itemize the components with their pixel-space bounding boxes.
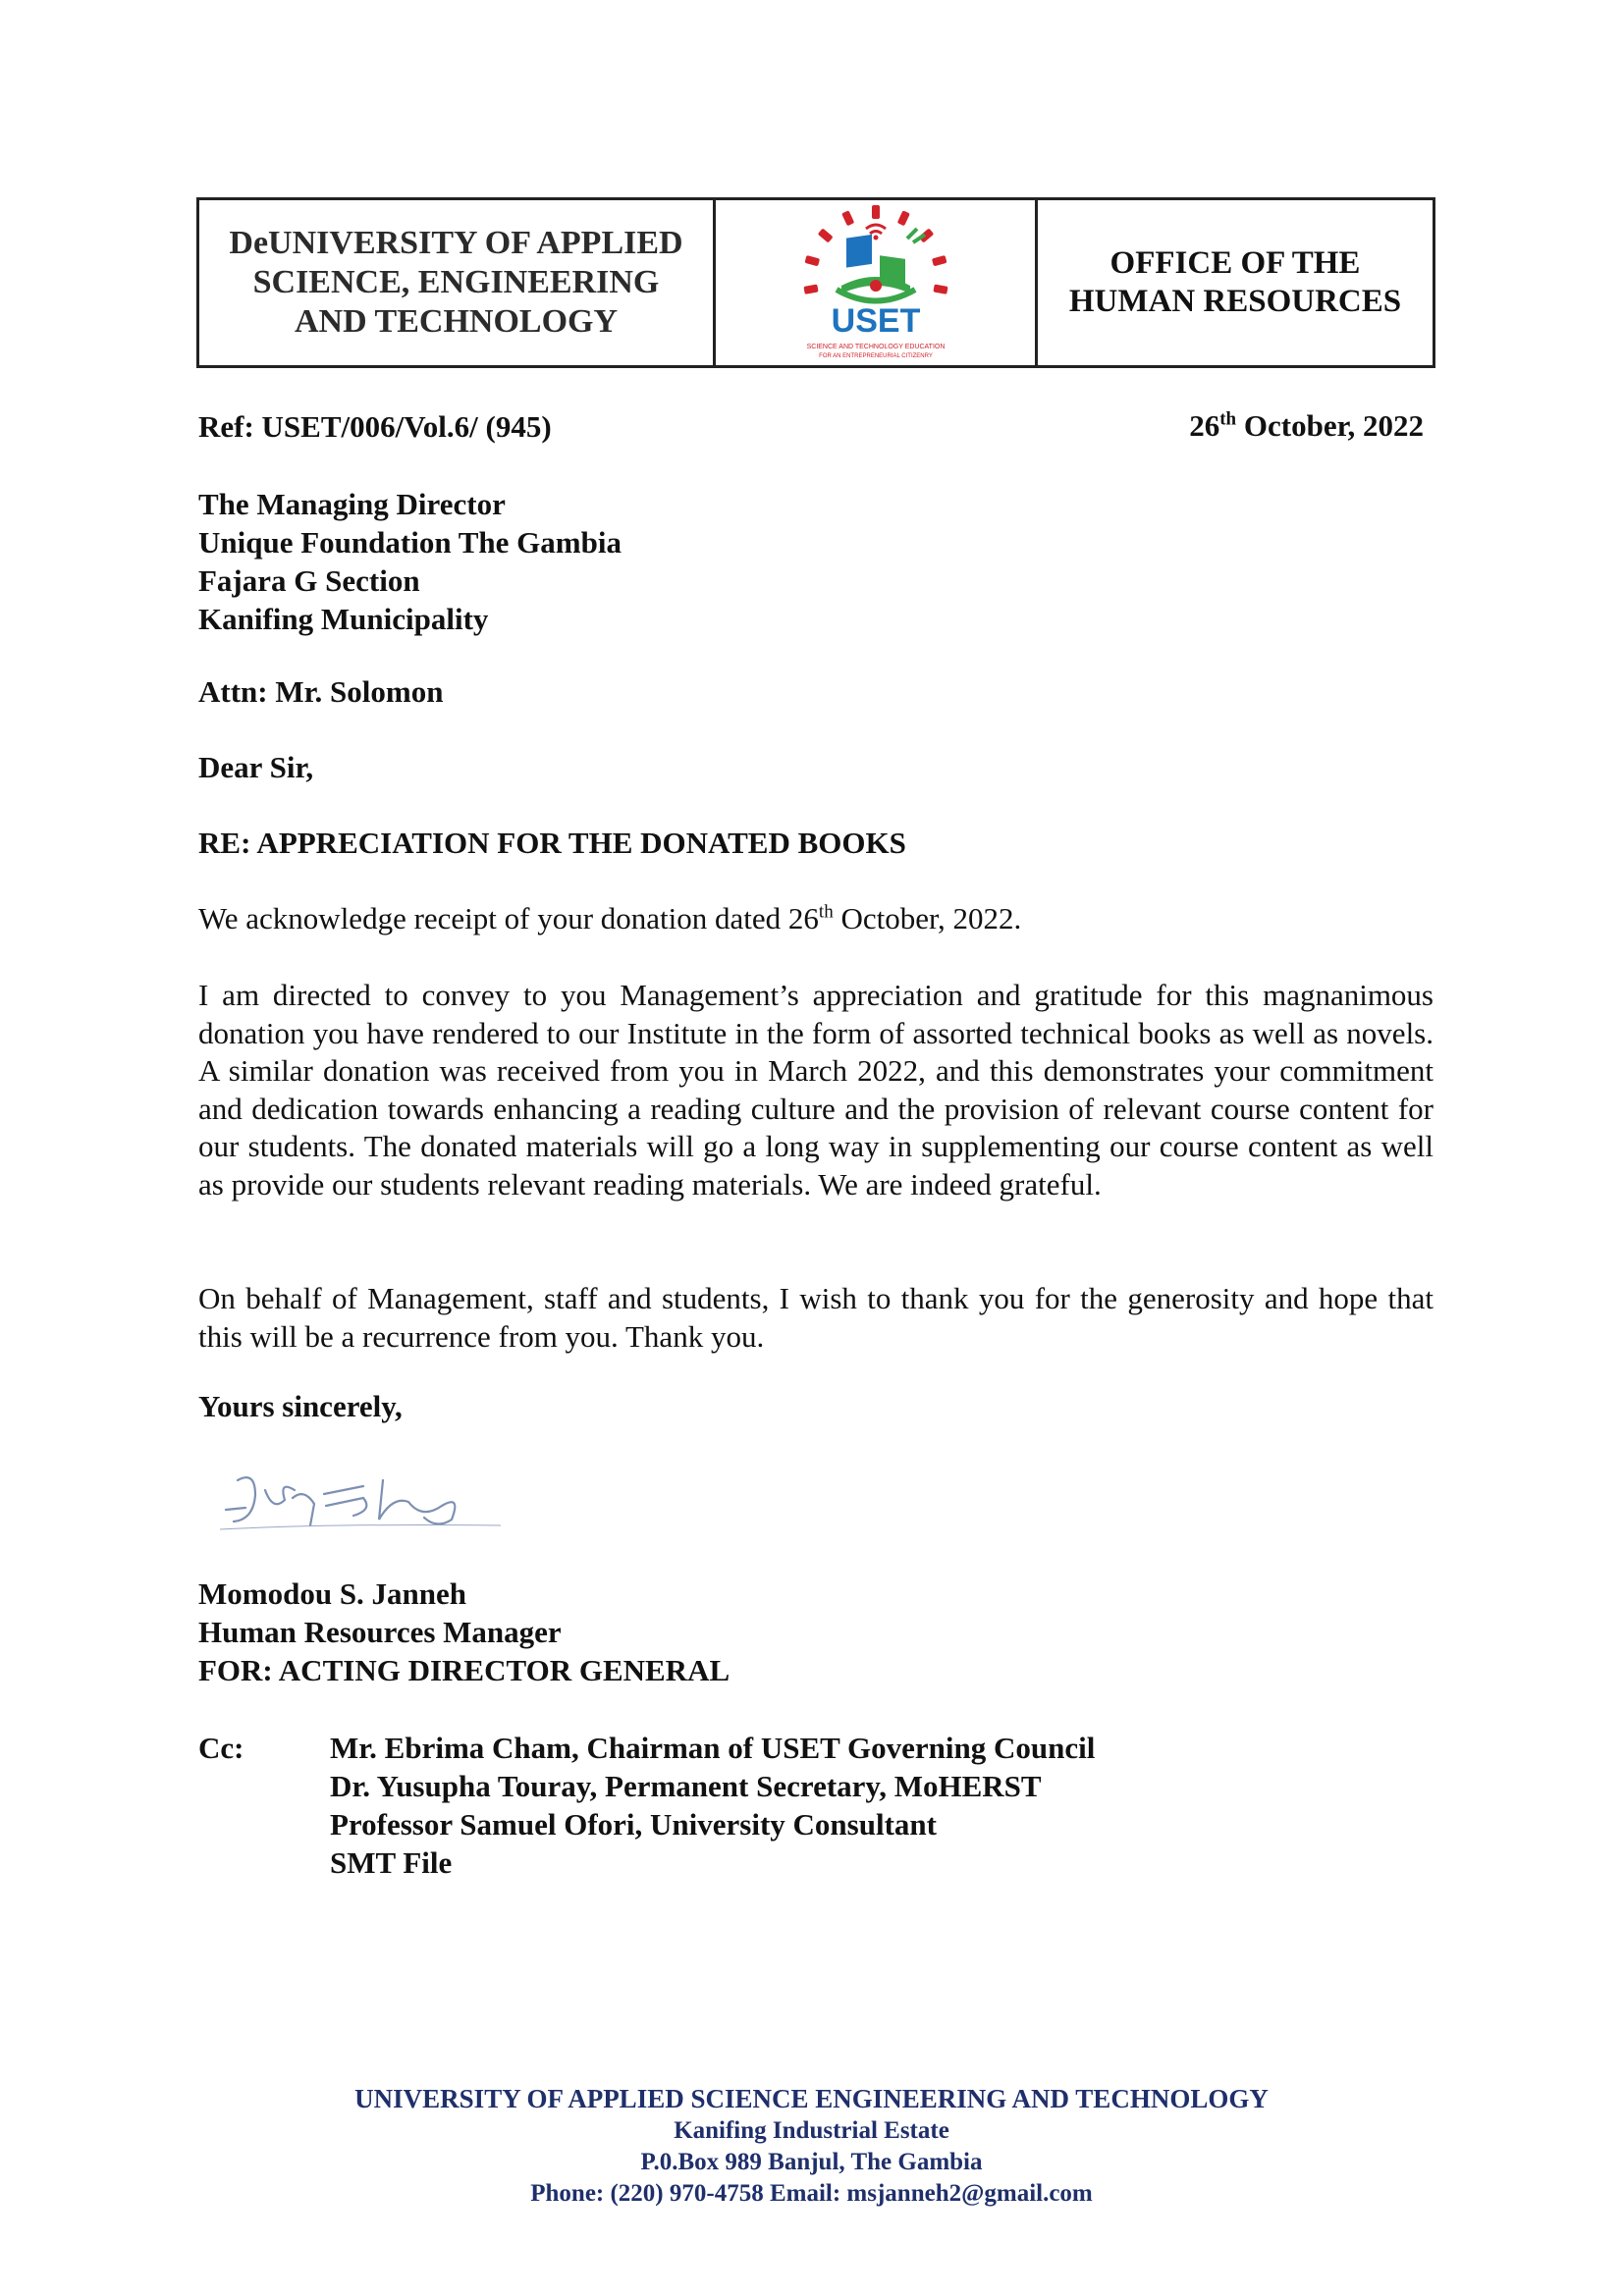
paragraph-acknowledgement: We acknowledge receipt of your donation dated 26th October, 2022.: [198, 901, 1022, 935]
signer-for: FOR: ACTING DIRECTOR GENERAL: [198, 1653, 730, 1687]
signer-name: Momodou S. Janneh: [198, 1576, 467, 1611]
letterhead-box: [196, 197, 1435, 368]
signer-title: Human Resources Manager: [198, 1615, 562, 1649]
cc-item: Mr. Ebrima Cham, Chairman of USET Governing Council: [330, 1731, 1096, 1765]
letter-date: 26th October, 2022: [1189, 408, 1424, 443]
recipient-line: Kanifing Municipality: [198, 602, 489, 636]
footer-po-box: P.0.Box 989 Banjul, The Gambia: [640, 2149, 983, 2175]
cc-list: [330, 1729, 1095, 1882]
university-name-line: SCIENCE, ENGINEERING: [252, 264, 660, 300]
logo-cell: [716, 200, 1038, 365]
footer-university: UNIVERSITY OF APPLIED SCIENCE ENGINEERING AND TECHNOLOGY: [354, 2084, 1269, 2113]
logo-tagline: SCIENCE AND TECHNOLOGY EDUCATION: [806, 344, 945, 350]
recipient-line: Fajara G Section: [198, 563, 420, 598]
reference-number: Ref: USET/006/Vol.6/ (945): [198, 409, 552, 444]
recipient-line: Unique Foundation The Gambia: [198, 525, 622, 560]
footer-address: Kanifing Industrial Estate: [674, 2117, 949, 2144]
cc-item: Professor Samuel Ofori, University Consultant: [330, 1807, 937, 1842]
logo-tagline: FOR AN ENTREPRENEURIAL CITIZENRY: [818, 353, 933, 359]
paragraph-thanks: On behalf of Management, staff and students, I wish to thank you for the generosity and hope that this will be a recurrence from you. Thank you.: [198, 1281, 1434, 1354]
recipient-address: [198, 485, 622, 638]
logo-text: USET: [831, 302, 920, 340]
uset-logo-icon: [787, 199, 964, 366]
office-name: [1038, 200, 1433, 365]
university-name-line: AND TECHNOLOGY: [294, 303, 619, 340]
letter-footer: [0, 2082, 1623, 2210]
signer-block: [198, 1575, 730, 1689]
footer-contact: Phone: (220) 970-4758 Email: msjanneh2@gmail.com: [530, 2180, 1093, 2207]
cc-item: SMT File: [330, 1845, 453, 1880]
office-name-line: HUMAN RESOURCES: [1068, 284, 1402, 319]
signature-icon: [216, 1451, 511, 1539]
subject-line: RE: APPRECIATION FOR THE DONATED BOOKS: [198, 826, 906, 860]
recipient-line: The Managing Director: [198, 487, 506, 521]
university-name: [199, 200, 716, 365]
cc-label: Cc:: [198, 1731, 244, 1765]
paragraph-appreciation: I am directed to convey to you Management’s appreciation and gratitude for this magnanimous donation you have rendered to our Institute in the form of assorted technical books as well as novels. A similar donation was received from you in March 2022, and this demonstrates your commitment and dedication towards enhancing a reading culture and the provision of relevant course content for our students. The donated materials will go a long way in supplementing our course content as well as provide our students relevant reading materials. We are indeed grateful.: [198, 978, 1434, 1201]
office-name-line: OFFICE OF THE: [1109, 245, 1361, 281]
attention-line: Attn: Mr. Solomon: [198, 674, 444, 709]
salutation: Dear Sir,: [198, 750, 314, 784]
closing: Yours sincerely,: [198, 1389, 403, 1423]
cc-item: Dr. Yusupha Touray, Permanent Secretary, MoHERST: [330, 1769, 1042, 1803]
university-name-line: DeUNIVERSITY OF APPLIED: [229, 225, 683, 261]
